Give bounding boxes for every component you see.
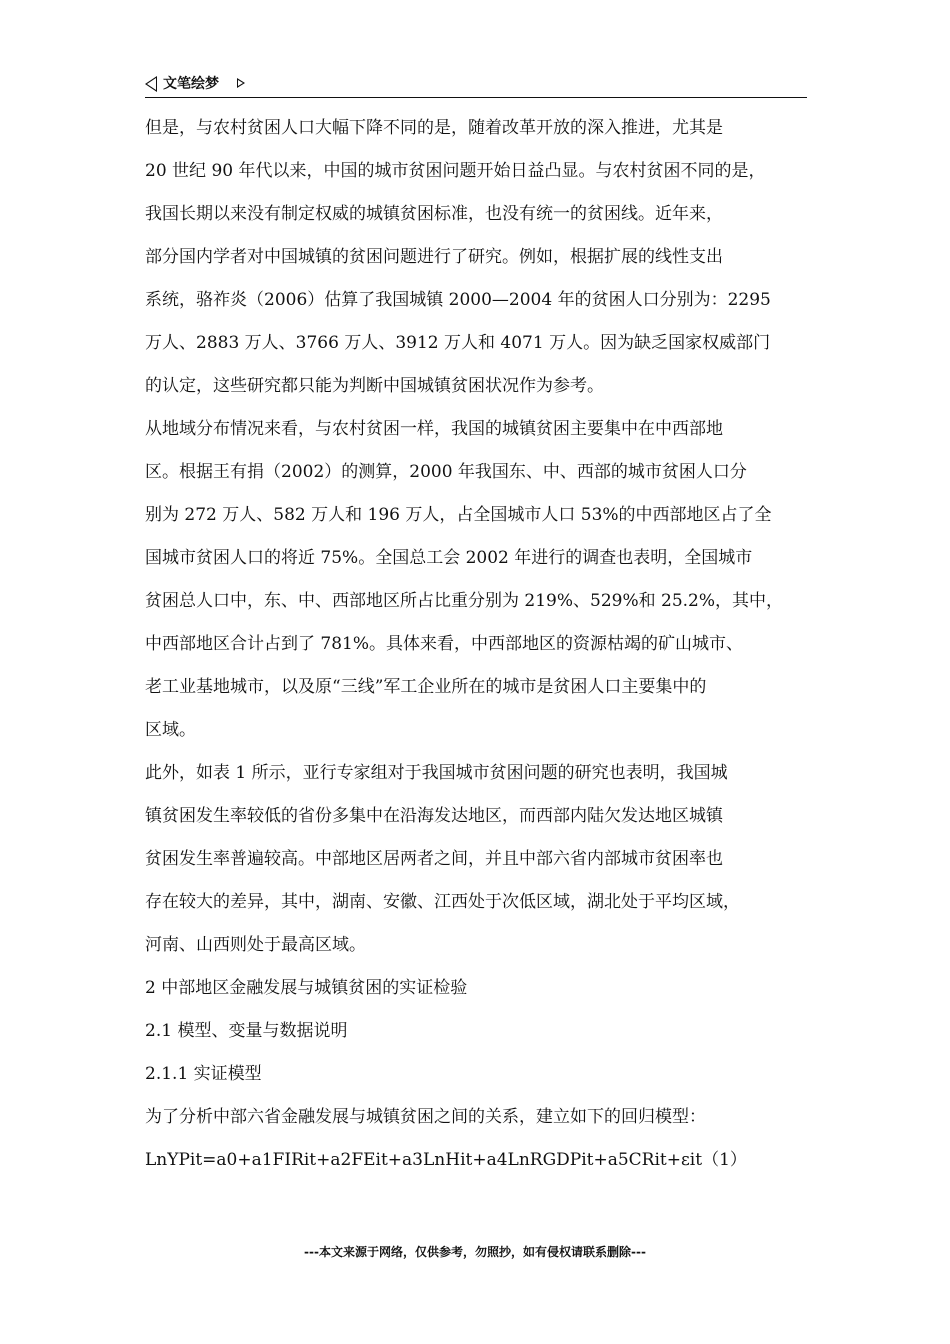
text-line: 从地域分布情况来看，与农村贫困一样，我国的城镇贫困主要集中在中西部地 bbox=[145, 419, 723, 439]
text-line: 老工业基地城市，以及原“三线”军工企业所在的城市是贫困人口主要集中的 bbox=[145, 677, 707, 697]
subsection-heading: 2.1 模型、变量与数据说明 bbox=[145, 1021, 348, 1041]
header-title: 文笔绘梦 bbox=[163, 76, 219, 92]
regression-equation: LnYPit=a0+a1FIRit+a2FEit+a3LnHit+a4LnRGDPit+a5CRit+εit（1） bbox=[145, 1150, 747, 1170]
text-line: 存在较大的差异，其中，湖南、安徽、江西处于次低区域，湖北处于平均区域， bbox=[145, 892, 740, 912]
text-line: 20 世纪 90 年代以来，中国的城市贫困问题开始日益凸显。与农村贫困不同的是， bbox=[145, 161, 766, 181]
text-line: 国城市贫困人口的将近 75%。全国总工会 2002 年进行的调查也表明，全国城市 bbox=[145, 548, 753, 568]
page-header bbox=[145, 74, 807, 98]
text-line: 部分国内学者对中国城镇的贫困问题进行了研究。例如，根据扩展的线性支出 bbox=[145, 247, 723, 267]
text-line: 贫困发生率普遍较高。中部地区居两者之间，并且中部六省内部城市贫困率也 bbox=[145, 849, 723, 869]
body-text bbox=[145, 113, 825, 1188]
page-footer: ---本文来源于网络，仅供参考，勿照抄，如有侵权请联系删除--- bbox=[304, 1245, 646, 1259]
text-line: 我国长期以来没有制定权威的城镇贫困标准，也没有统一的贫困线。近年来， bbox=[145, 204, 723, 224]
text-line: 中西部地区合计占到了 781%。具体来看，中西部地区的资源枯竭的矿山城市、 bbox=[145, 634, 744, 654]
text-line: 系统，骆祚炎（2006）估算了我国城镇 2000—2004 年的贫困人口分别为：2295 bbox=[145, 290, 771, 310]
text-line: 区域。 bbox=[145, 720, 196, 740]
text-line: 万人、2883 万人、3766 万人、3912 万人和 4071 万人。因为缺乏国家权威部门 bbox=[145, 333, 771, 353]
text-line: 的认定，这些研究都只能为判断中国城镇贫困状况作为参考。 bbox=[145, 376, 604, 396]
header-divider bbox=[145, 97, 807, 98]
section-heading: 2 中部地区金融发展与城镇贫困的实证检验 bbox=[145, 978, 468, 998]
text-line: 镇贫困发生率较低的省份多集中在沿海发达地区，而西部内陆欠发达地区城镇 bbox=[145, 806, 723, 826]
right-triangle-icon bbox=[237, 78, 245, 88]
left-triangle-icon bbox=[145, 76, 157, 92]
text-line: 贫困总人口中，东、中、西部地区所占比重分别为 219%、529%和 25.2%，其中， bbox=[145, 591, 784, 611]
text-line: 为了分析中部六省金融发展与城镇贫困之间的关系，建立如下的回归模型： bbox=[145, 1107, 706, 1127]
text-line: 河南、山西则处于最高区域。 bbox=[145, 935, 366, 955]
subsubsection-heading: 2.1.1 实证模型 bbox=[145, 1064, 262, 1084]
text-line: 此外，如表 1 所示，亚行专家组对于我国城市贫困问题的研究也表明，我国城 bbox=[145, 763, 728, 783]
text-line: 区。根据王有捐（2002）的测算，2000 年我国东、中、西部的城市贫困人口分 bbox=[145, 462, 747, 482]
text-line: 别为 272 万人、582 万人和 196 万人，占全国城市人口 53%的中西部地区占了全 bbox=[145, 505, 772, 525]
text-line: 但是，与农村贫困人口大幅下降不同的是，随着改革开放的深入推进，尤其是 bbox=[145, 118, 723, 138]
